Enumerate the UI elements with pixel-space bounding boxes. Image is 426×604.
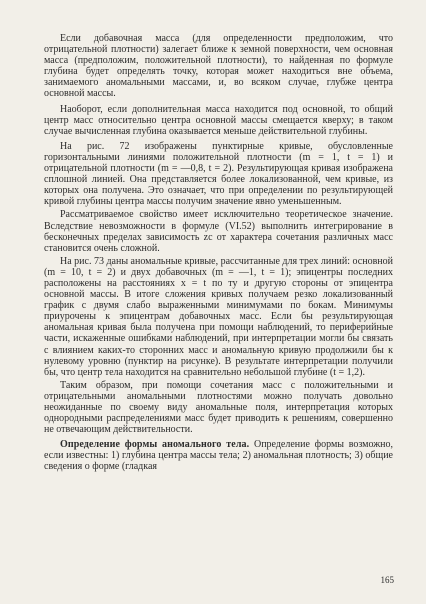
paragraph-3: На рис. 72 изображены пунктирные кривые, обусловленные горизонтальными линиями положительной плотности (m = 1, t = 1) и отрицательной плотности (m = —0,8, t = 2). Результирующая кривая изображена сплошной линией. Она представляется более локализованной, чем кривые, из которых она получена. Это означает, что при определении по результирующей кривой глубины центра массы получим значение явно уменьшенным. <box>44 140 393 208</box>
paragraph-1: Если добавочная масса (для определенности предположим, что отрицательной плотности) залегает ближе к земной поверхности, чем основная масса (предположим, положительной плотности), то найденная по формуле глубина будет определять точку, которая может находиться вне объема, занимаемого аномальными массами, и, во всяком случае, глубже центра основной массы. <box>44 33 393 100</box>
section-heading: Определение формы аномального тела. <box>60 439 250 451</box>
paragraph-2: Наоборот, если дополнительная масса находится под основной, то общий центр масс относительно центра основной массы смещается кверху; в таком случае вычисленная глубина оказывается меньше действительной глубины. <box>44 103 393 137</box>
paragraph-5: На рис. 73 даны аномальные кривые, рассчитанные для трех линий: основной (m = 10, t = 2) и двух добавочных (m = —1, t = 1); эпицентры последних расположены на расстояниях x = t по ту и другую стороны от эпицентра основной массы. В итоге сложения кривых получаем резко локализованный график с двумя слабо выраженными минимумами по бокам. Минимумы приурочены к эпицентрам добавочных масс. Если бы результирующая аномальная кривая была получена при помощи наблюдений, то периферийные части, искаженные ошибками наблюдений, при интерпретации могли бы связать с влиянием каких-то сторонних масс и аномальную кривую продолжили бы к нулевому уровню (пунктир на рисунке). В результате интерпретации получили бы, что центр тела находится на сравнительно небольшой глубине (t = 1,2). <box>44 255 393 378</box>
page-body <box>44 33 393 561</box>
paragraph-4: Рассматриваемое свойство имеет исключительно теоретическое значение. Вследствие невозможности в формуле (VI.52) выполнить интегрирование в бесконечных пределах зависимость zс от характера сочетания различных масс становится очень сложной. <box>44 209 393 254</box>
paragraph-6: Таким образом, при помощи сочетания масс с положительными и отрицательными аномальными плотностями можно получать довольно неожиданные по своему виду аномальные поля, интерпретация которых однородными распределениями масс будет приводить к решениям, совершенно не отвечающим действительности. <box>44 379 393 436</box>
paragraph-7 <box>44 439 393 472</box>
section-text: Определение формы возможно, если известны: 1) глубина центра массы тела; 2) аномальная плотность; 3) общие сведения о форме (гладкая <box>44 439 393 473</box>
page-number: 165 <box>380 575 394 585</box>
